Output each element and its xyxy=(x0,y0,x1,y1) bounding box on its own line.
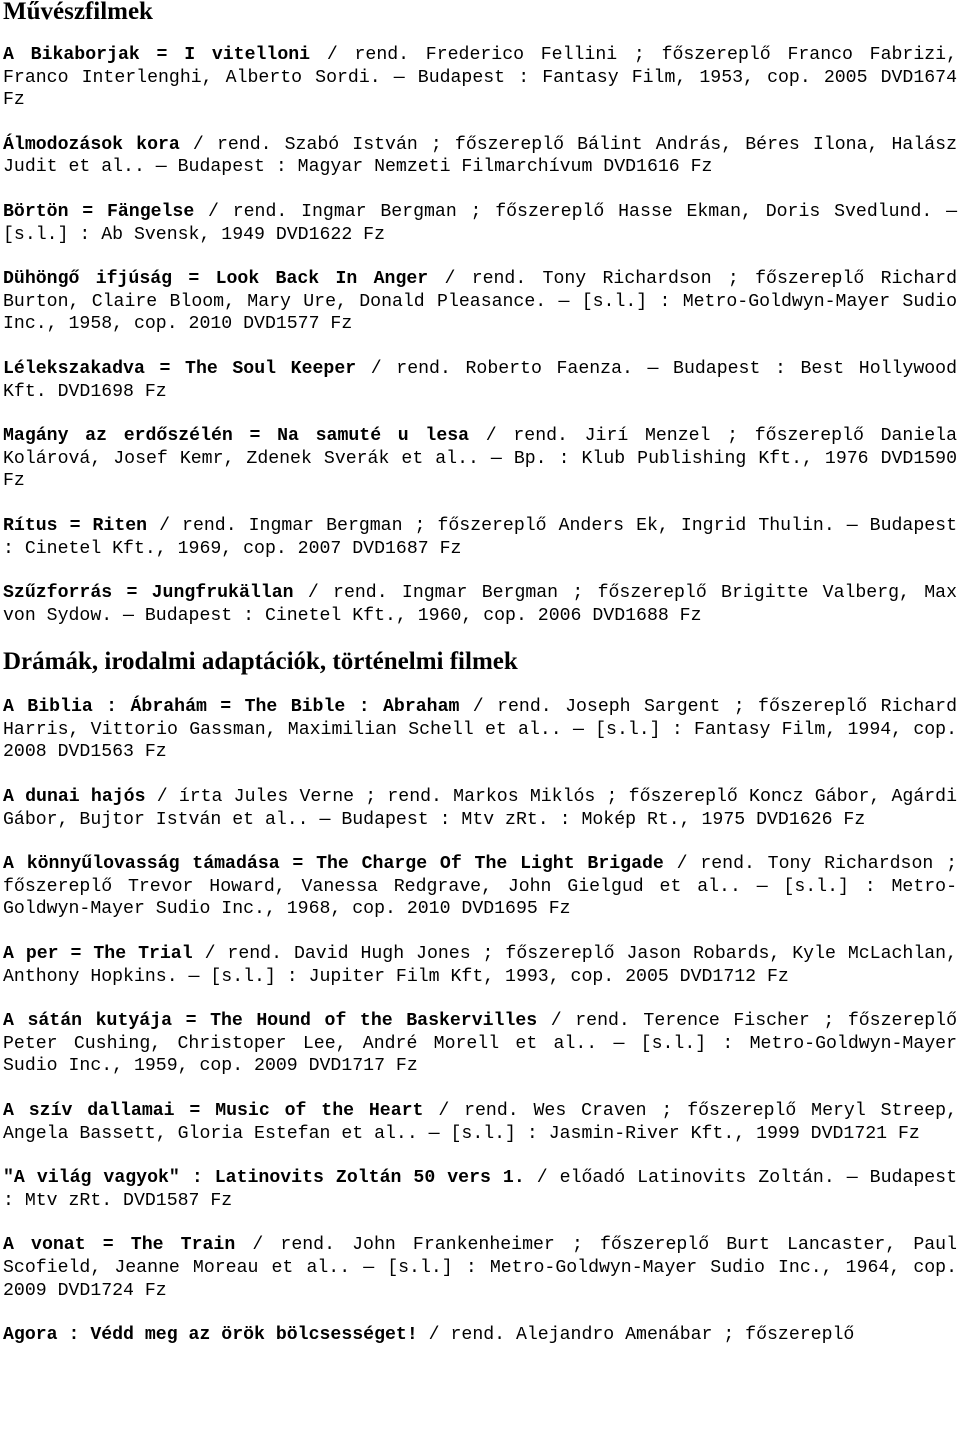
catalog-entry xyxy=(3,201,957,246)
entry-details: / rend. Ingmar Bergman ; főszereplő Anders Ek, Ingrid Thulin. — Budapest : Cinetel Kft., 1969, cop. 2007 DVD1687 Fz xyxy=(3,515,958,559)
catalog-entry xyxy=(3,44,957,112)
entry-details: / rend. Szabó István ; főszereplő Bálint András, Béres Ilona, Halász Judit et al.. — Budapest : Magyar Nemzeti Filmarchívum DVD1616 Fz xyxy=(3,134,957,178)
catalog-entry xyxy=(3,1010,957,1078)
entry-title: A vonat = The Train xyxy=(3,1235,236,1256)
entry-title: A Biblia : Ábrahám = The Bible : Abraham xyxy=(3,697,460,718)
entry-title: Álmodozások kora xyxy=(3,134,180,155)
entry-details: / rend. Alejandro Amenábar ; főszereplő xyxy=(417,1325,855,1346)
section-dramas xyxy=(3,696,957,1346)
entry-details: / rend. Frederico Fellini ; főszereplő Franco Fabrizi, Franco Interlenghi, Alberto Sordi. — Budapest : Fantasy Film, 1953, cop. 2005 DVD1674 Fz xyxy=(3,45,957,111)
entry-title: Börtön = Fängelse xyxy=(3,201,195,222)
entry-title: A szív dallamai = Music of the Heart xyxy=(3,1101,424,1121)
catalog-entry xyxy=(3,1324,957,1347)
entry-title: Magány az erdőszélén = Na samuté u lesa xyxy=(3,426,470,447)
catalog-entry xyxy=(3,853,957,921)
catalog-entry xyxy=(3,425,957,493)
catalog-entry xyxy=(3,134,957,179)
entry-details: / rend. Ingmar Bergman ; főszereplő Hasse Ekman, Doris Svedlund. — [s.l.] : Ab Svensk, 1949 DVD1622 Fz xyxy=(3,201,957,245)
entry-details: / előadó Latinovits Zoltán. — Budapest : Mtv zRt. DVD1587 Fz xyxy=(3,1168,957,1211)
catalog-entry xyxy=(3,786,957,831)
catalog-entry xyxy=(3,268,957,336)
section-title-dramas: Drámák, irodalmi adaptációk, történelmi filmek xyxy=(3,648,518,676)
entry-details: / rend. Wes Craven ; főszereplő Meryl Streep, Angela Bassett, Gloria Estefan et al.. — [s.l.] : Jasmin-River Kft., 1999 DVD1721 Fz xyxy=(3,1101,958,1144)
entry-title: Agora : Védd meg az örök bölcsességet! xyxy=(3,1325,418,1346)
entry-title: A dunai hajós xyxy=(3,787,146,808)
entry-title: Szűzforrás = Jungfrukällan xyxy=(3,583,294,604)
section-art-films xyxy=(3,44,957,627)
entry-title: "A világ vagyok" : Latinovits Zoltán 50 vers 1. xyxy=(3,1168,525,1189)
catalog-entry xyxy=(3,515,957,560)
entry-details: / rend. Roberto Faenza. — Budapest : Best Hollywood Kft. DVD1698 Fz xyxy=(3,358,958,402)
entry-title: A per = The Trial xyxy=(3,944,193,965)
catalog-entry xyxy=(3,1167,957,1212)
entry-details: / rend. Jirí Menzel ; főszereplő Daniela Kolárová, Josef Kemr, Zdenek Sverák et al.. — Bp. : Klub Publishing Kft., 1976 DVD1590 Fz xyxy=(3,426,957,492)
section-title-art-films: Művészfilmek xyxy=(3,0,153,25)
entry-details: / rend. John Frankenheimer ; főszereplő Burt Lancaster, Paul Scofield, Jeanne Moreau et al.. — [s.l.] : Metro-Goldwyn-Mayer Sudio Inc., 1964, cop. 2009 DVD1724 Fz xyxy=(3,1235,957,1301)
catalog-entry xyxy=(3,1100,957,1145)
entry-title: A Bikaborjak = I vitelloni xyxy=(3,45,311,65)
entry-title: Lélekszakadva = The Soul Keeper xyxy=(3,358,357,379)
entry-details: / rend. Tony Richardson ; főszereplő Richard Burton, Claire Bloom, Mary Ure, Donald Pleasance. — [s.l.] : Metro-Goldwyn-Mayer Sudio Inc., 1958, cop. 2010 DVD1577 Fz xyxy=(3,269,957,335)
entry-details: / rend. Terence Fischer ; főszereplő Peter Cushing, Christoper Lee, André Morell et al.. — [s.l.] : Metro-Goldwyn-Mayer Sudio Inc., 1959, cop. 2009 DVD1717 Fz xyxy=(3,1011,957,1077)
catalog-page xyxy=(3,0,957,1369)
entry-details: / írta Jules Verne ; rend. Markos Miklós ; főszereplő Koncz Gábor, Agárdi Gábor, Bujtor István et al.. — Budapest : Mtv zRt. : Mokép Rt., 1975 DVD1626 Fz xyxy=(3,787,957,830)
entry-title: A sátán kutyája = The Hound of the Baskervilles xyxy=(3,1011,538,1032)
catalog-entry xyxy=(3,943,957,988)
entry-title: Dühöngő ifjúság = Look Back In Anger xyxy=(3,269,429,290)
catalog-entry xyxy=(3,1234,957,1302)
catalog-entry xyxy=(3,696,957,764)
entry-title: Rítus = Riten xyxy=(3,515,148,536)
catalog-entry xyxy=(3,582,957,627)
entry-details: / rend. Ingmar Bergman ; főszereplő Brigitte Valberg, Max von Sydow. — Budapest : Cinetel Kft., 1960, cop. 2006 DVD1688 Fz xyxy=(3,583,958,626)
catalog-entry xyxy=(3,358,957,403)
entry-details: / rend. Tony Richardson ; főszereplő Trevor Howard, Vanessa Redgrave, John Gielgud et al.. — [s.l.] : Metro-Goldwyn-Mayer Sudio Inc., 1968, cop. 2010 DVD1695 Fz xyxy=(3,854,957,920)
entry-title: A könnyűlovasság támadása = The Charge Of The Light Brigade xyxy=(3,854,664,875)
entry-details: / rend. Joseph Sargent ; főszereplő Richard Harris, Vittorio Gassman, Maximilian Schell et al.. — [s.l.] : Fantasy Film, 1994, cop. 2008 DVD1563 Fz xyxy=(3,697,957,763)
entry-details: / rend. David Hugh Jones ; főszereplő Jason Robards, Kyle McLachlan, Anthony Hopkins. — [s.l.] : Jupiter Film Kft, 1993, cop. 2005 DVD1712 Fz xyxy=(3,944,957,987)
